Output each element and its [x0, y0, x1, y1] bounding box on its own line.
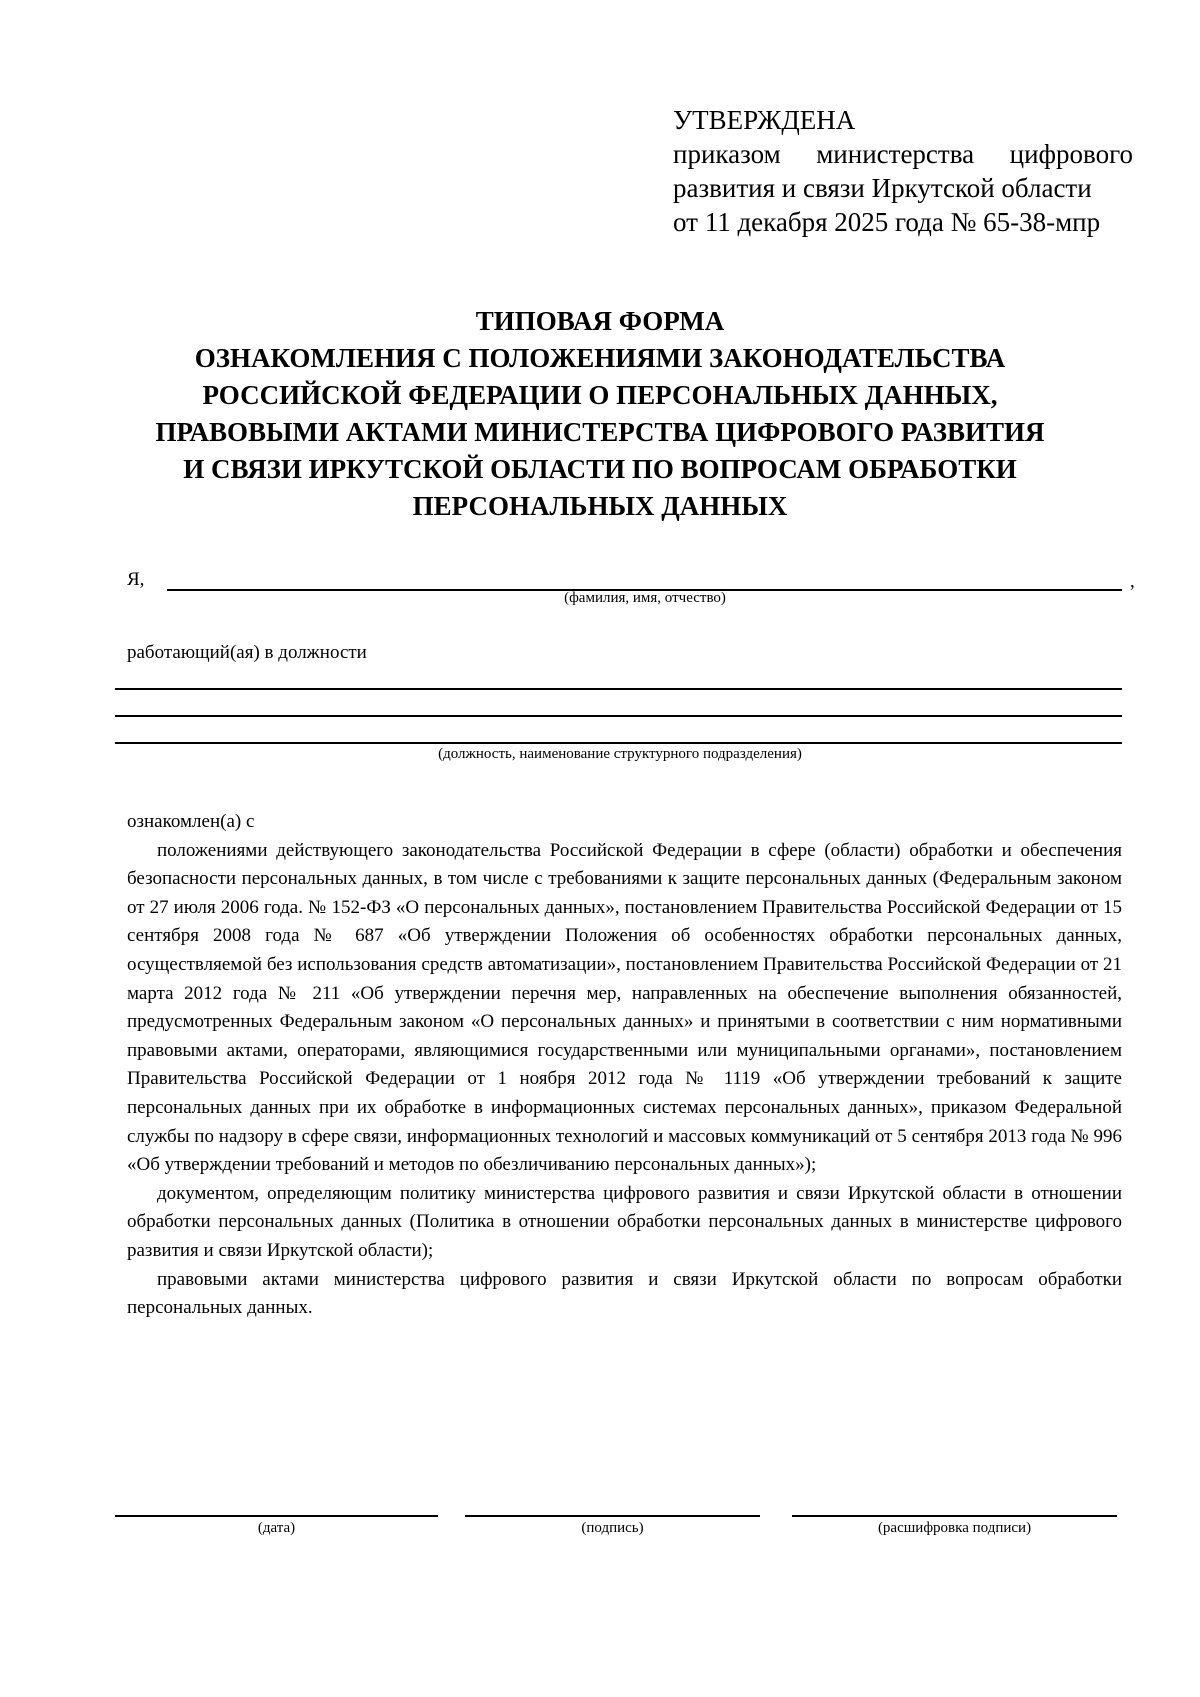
signature-field[interactable]	[465, 1515, 760, 1517]
ya-label: Я,	[127, 569, 145, 590]
position-caption: (должность, наименование структурного подразделения)	[438, 746, 802, 762]
name-caption: (фамилия, имя, отчество)	[564, 590, 726, 606]
title-line-2: ОЗНАКОМЛЕНИЯ С ПОЛОЖЕНИЯМИ ЗАКОНОДАТЕЛЬСТВА	[194, 343, 1006, 373]
position-field-line-1[interactable]	[115, 688, 1122, 690]
date-caption: (дата)	[257, 1520, 296, 1536]
document-body	[127, 808, 1122, 1323]
paragraph-policy: документом, определяющим политику министерства цифрового развития и связи Иркутской области в отношении обработки персональных данных (Политика в отношении обработки персональных данных в министерстве цифрового развития и связи Иркутской области);	[127, 1182, 1122, 1261]
title-line-6: ПЕРСОНАЛЬНЫХ ДАННЫХ	[412, 491, 788, 521]
title-line-4: ПРАВОВЫМИ АКТАМИ МИНИСТЕРСТВА ЦИФРОВОГО РАЗВИТИЯ	[155, 417, 1045, 447]
paragraph-legal-acts: правовыми актами министерства цифрового развития и связи Иркутской области по вопросам обработки персональных данных.	[127, 1268, 1122, 1319]
name-comma: ,	[1130, 571, 1135, 592]
date-field[interactable]	[115, 1515, 438, 1517]
document-title	[100, 303, 1100, 525]
signature-decode-field[interactable]	[792, 1515, 1117, 1517]
position-label: работающий(ая) в должности	[127, 642, 367, 663]
approval-order-line: приказом министерства цифрового	[673, 139, 1133, 169]
paragraph-legislation: положениями действующего законодательства Российской Федерации в сфере (области) обработки и обеспечения безопасности персональных данных, в том числе с требованиями к защите персональных данных (Федеральным законом от 27 июля 2006 года. № 152-ФЗ «О персональных данных», постановлением Правительства Российской Федерации от 15 сентября 2008 года № 687 «Об утверждении Положения об особенностях обработки персональных данных, осуществляемой без использования средств автоматизации», постановлением Правительства Российской Федерации от 21 марта 2012 года № 211 «Об утверждении перечня мер, направленных на обеспечение выполнения обязанностей, предусмотренных Федеральным законом «О персональных данных» и принятыми в соответствии с ним нормативными правовыми актами, операторами, являющимися государственными или муниципальными органами», постановлением Правительства Российской Федерации от 1 ноября 2012 года № 1119 «Об утверждении требований к защите персональных данных при их обработке в информационных системах персональных данных», приказом Федеральной службы по надзору в сфере связи, информационных технологий и массовых коммуникаций от 5 сентября 2013 года № 996 «Об утверждении требований и методов по обезличиванию персональных данных»);	[127, 839, 1122, 1176]
approval-heading: УТВЕРЖДЕНА	[673, 105, 856, 135]
approval-date-line: от 11 декабря 2025 года № 65-38-мпр	[673, 207, 1101, 237]
position-field-line-3[interactable]	[115, 742, 1122, 744]
signature-caption: (подпись)	[581, 1520, 644, 1536]
title-line-5: И СВЯЗИ ИРКУТСКОЙ ОБЛАСТИ ПО ВОПРОСАМ ОБРАБОТКИ	[183, 454, 1017, 484]
acknowledged-intro: ознакомлен(а) с	[127, 811, 255, 832]
title-line-1: ТИПОВАЯ ФОРМА	[475, 306, 725, 336]
approval-block	[673, 103, 1133, 239]
position-field-line-2[interactable]	[115, 715, 1122, 717]
approval-ministry-line: развития и связи Иркутской области	[673, 173, 1092, 203]
signature-decode-caption: (расшифровка подписи)	[877, 1520, 1032, 1536]
title-line-3: РОССИЙСКОЙ ФЕДЕРАЦИИ О ПЕРСОНАЛЬНЫХ ДАННЫХ,	[202, 380, 998, 410]
